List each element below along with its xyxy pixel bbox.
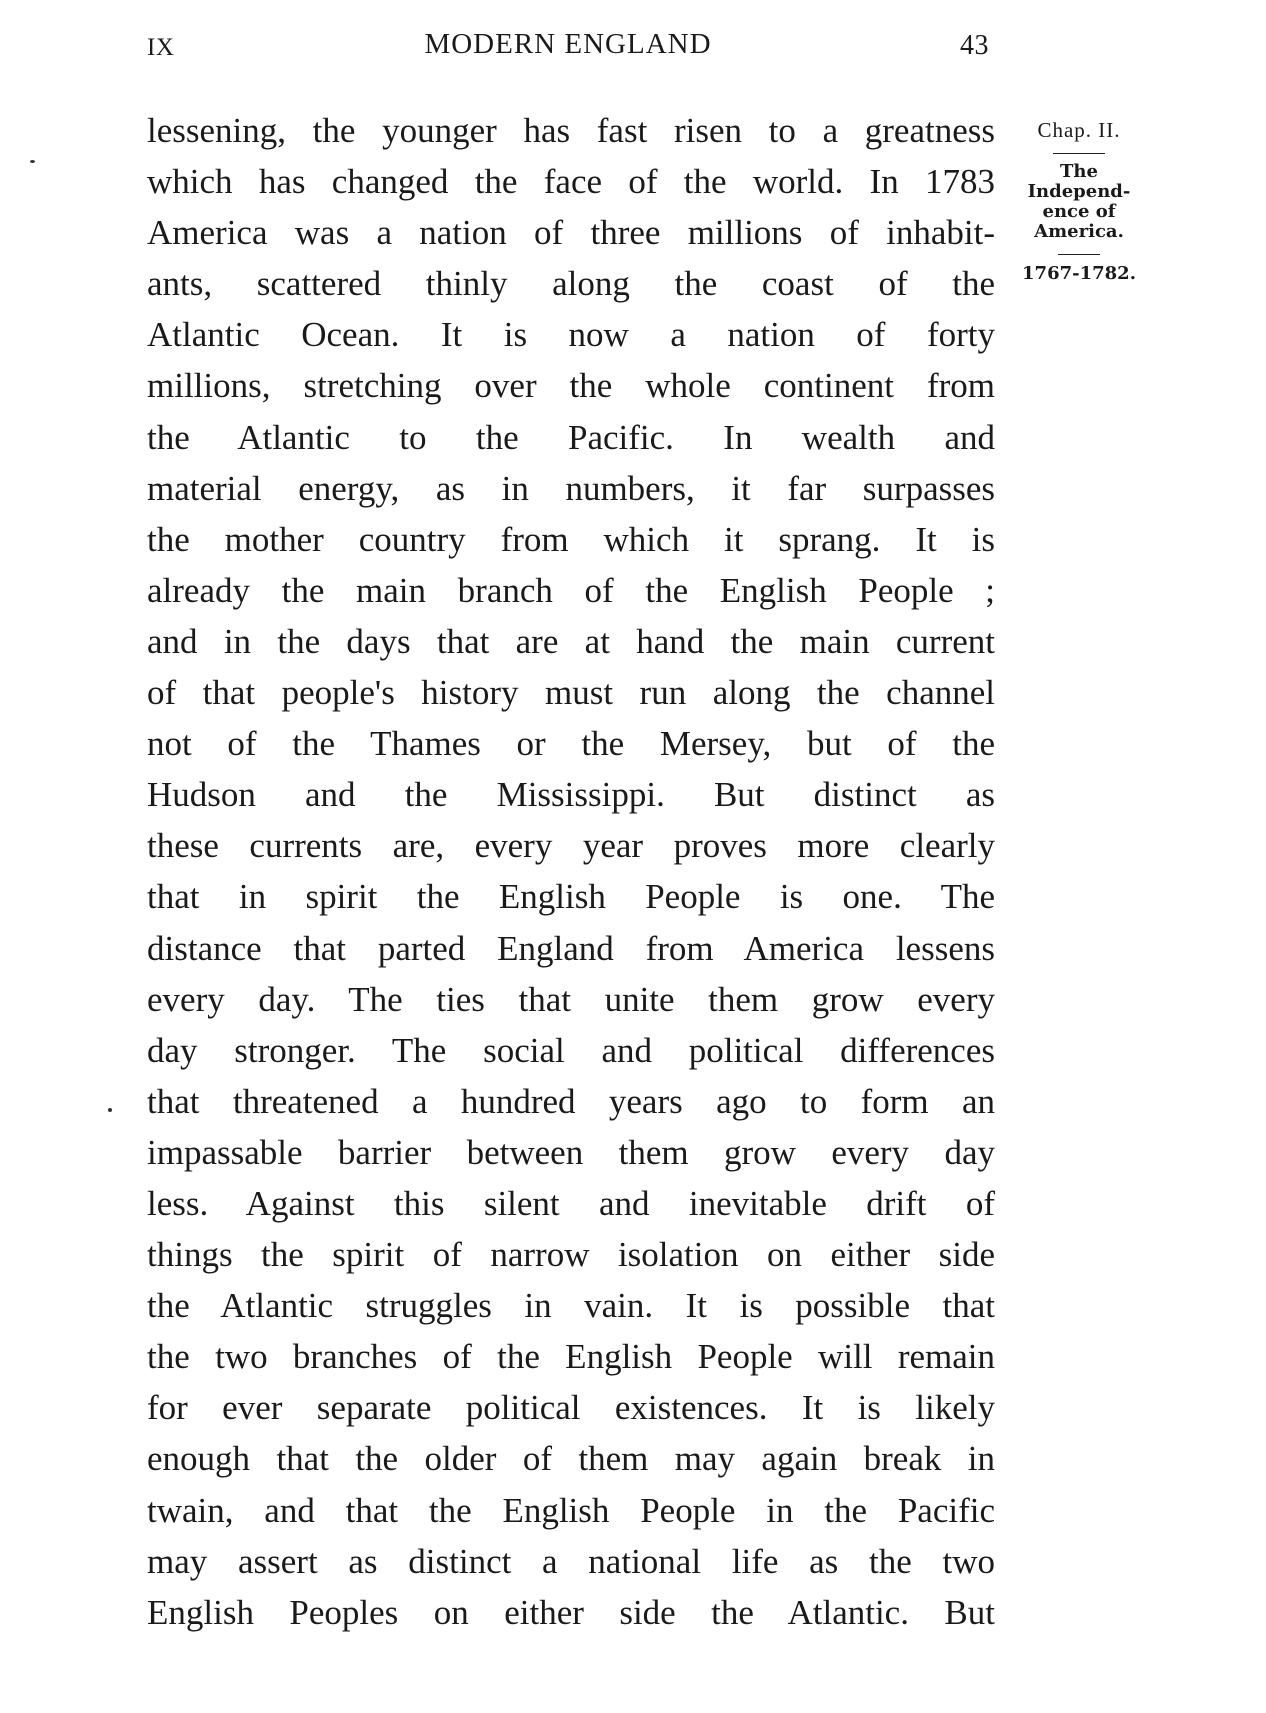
running-title: MODERN ENGLAND — [424, 28, 712, 60]
text-line: distance that parted England from America lessens — [147, 928, 995, 968]
margin-topic-line: Independ- — [1027, 181, 1131, 202]
text-line: the mother country from which it sprang. It is — [147, 519, 995, 559]
text-line: millions, stretching over the whole continent from — [147, 366, 995, 406]
print-speck — [30, 160, 35, 163]
text-line: lessening, the younger has fast risen to a greatness — [147, 111, 995, 150]
text-line: enough that the older of them may again break in — [147, 1439, 995, 1479]
text-line: the two branches of the English People will remain — [147, 1337, 995, 1377]
text-line: every day. The ties that unite them grow every — [147, 979, 995, 1019]
margin-topic-line: The — [1060, 161, 1098, 182]
margin-years: 1767-1782. — [1022, 263, 1136, 284]
running-header — [147, 28, 989, 68]
margin-note — [1008, 118, 1150, 284]
margin-rule — [1053, 153, 1105, 154]
text-line: impassable barrier between them grow every day — [147, 1132, 995, 1172]
text-line: these currents are, every year proves more clearly — [147, 826, 995, 866]
text-line: America was a nation of three millions of inhabit- — [147, 213, 995, 253]
print-speck — [108, 1108, 112, 1112]
margin-topic-line: ence of — [1042, 201, 1116, 222]
text-line: that threatened a hundred years ago to form an — [147, 1081, 995, 1121]
text-line: and in the days that are at hand the main current — [147, 621, 995, 661]
body-text — [147, 105, 995, 1638]
page-number: 43 — [960, 30, 989, 61]
text-line: Hudson and the Mississippi. But distinct as — [147, 775, 995, 815]
text-line: of that people's history must run along the channel — [147, 673, 995, 713]
text-line: that in spirit the English People is one. The — [147, 877, 995, 917]
text-line: material energy, as in numbers, it far surpasses — [147, 468, 995, 508]
text-line: twain, and that the English People in the Pacific — [147, 1490, 995, 1530]
text-line: already the main branch of the English People ; — [147, 570, 995, 610]
margin-chapter-label: Chap. II. — [1037, 118, 1121, 142]
margin-topic — [1008, 162, 1150, 242]
margin-topic-line: America. — [1034, 221, 1124, 242]
text-line: which has changed the face of the world. In 1783 — [147, 162, 995, 202]
text-line: the Atlantic to the Pacific. In wealth and — [147, 417, 995, 457]
text-line: for ever separate political existences. It is likely — [147, 1388, 995, 1428]
text-line: the Atlantic struggles in vain. It is possible that — [147, 1286, 995, 1326]
text-line: less. Against this silent and inevitable drift of — [147, 1183, 995, 1223]
chapter-numeral: IX — [147, 34, 175, 61]
margin-rule — [1058, 254, 1100, 255]
text-line: things the spirit of narrow isolation on either side — [147, 1235, 995, 1275]
text-line: day stronger. The social and political differences — [147, 1030, 995, 1070]
text-line: Atlantic Ocean. It is now a nation of forty — [147, 315, 995, 355]
text-line: English Peoples on either side the Atlantic. But — [147, 1592, 995, 1632]
text-line: ants, scattered thinly along the coast of the — [147, 264, 995, 304]
text-line: may assert as distinct a national life as the two — [147, 1541, 995, 1581]
text-line: not of the Thames or the Mersey, but of the — [147, 724, 995, 764]
